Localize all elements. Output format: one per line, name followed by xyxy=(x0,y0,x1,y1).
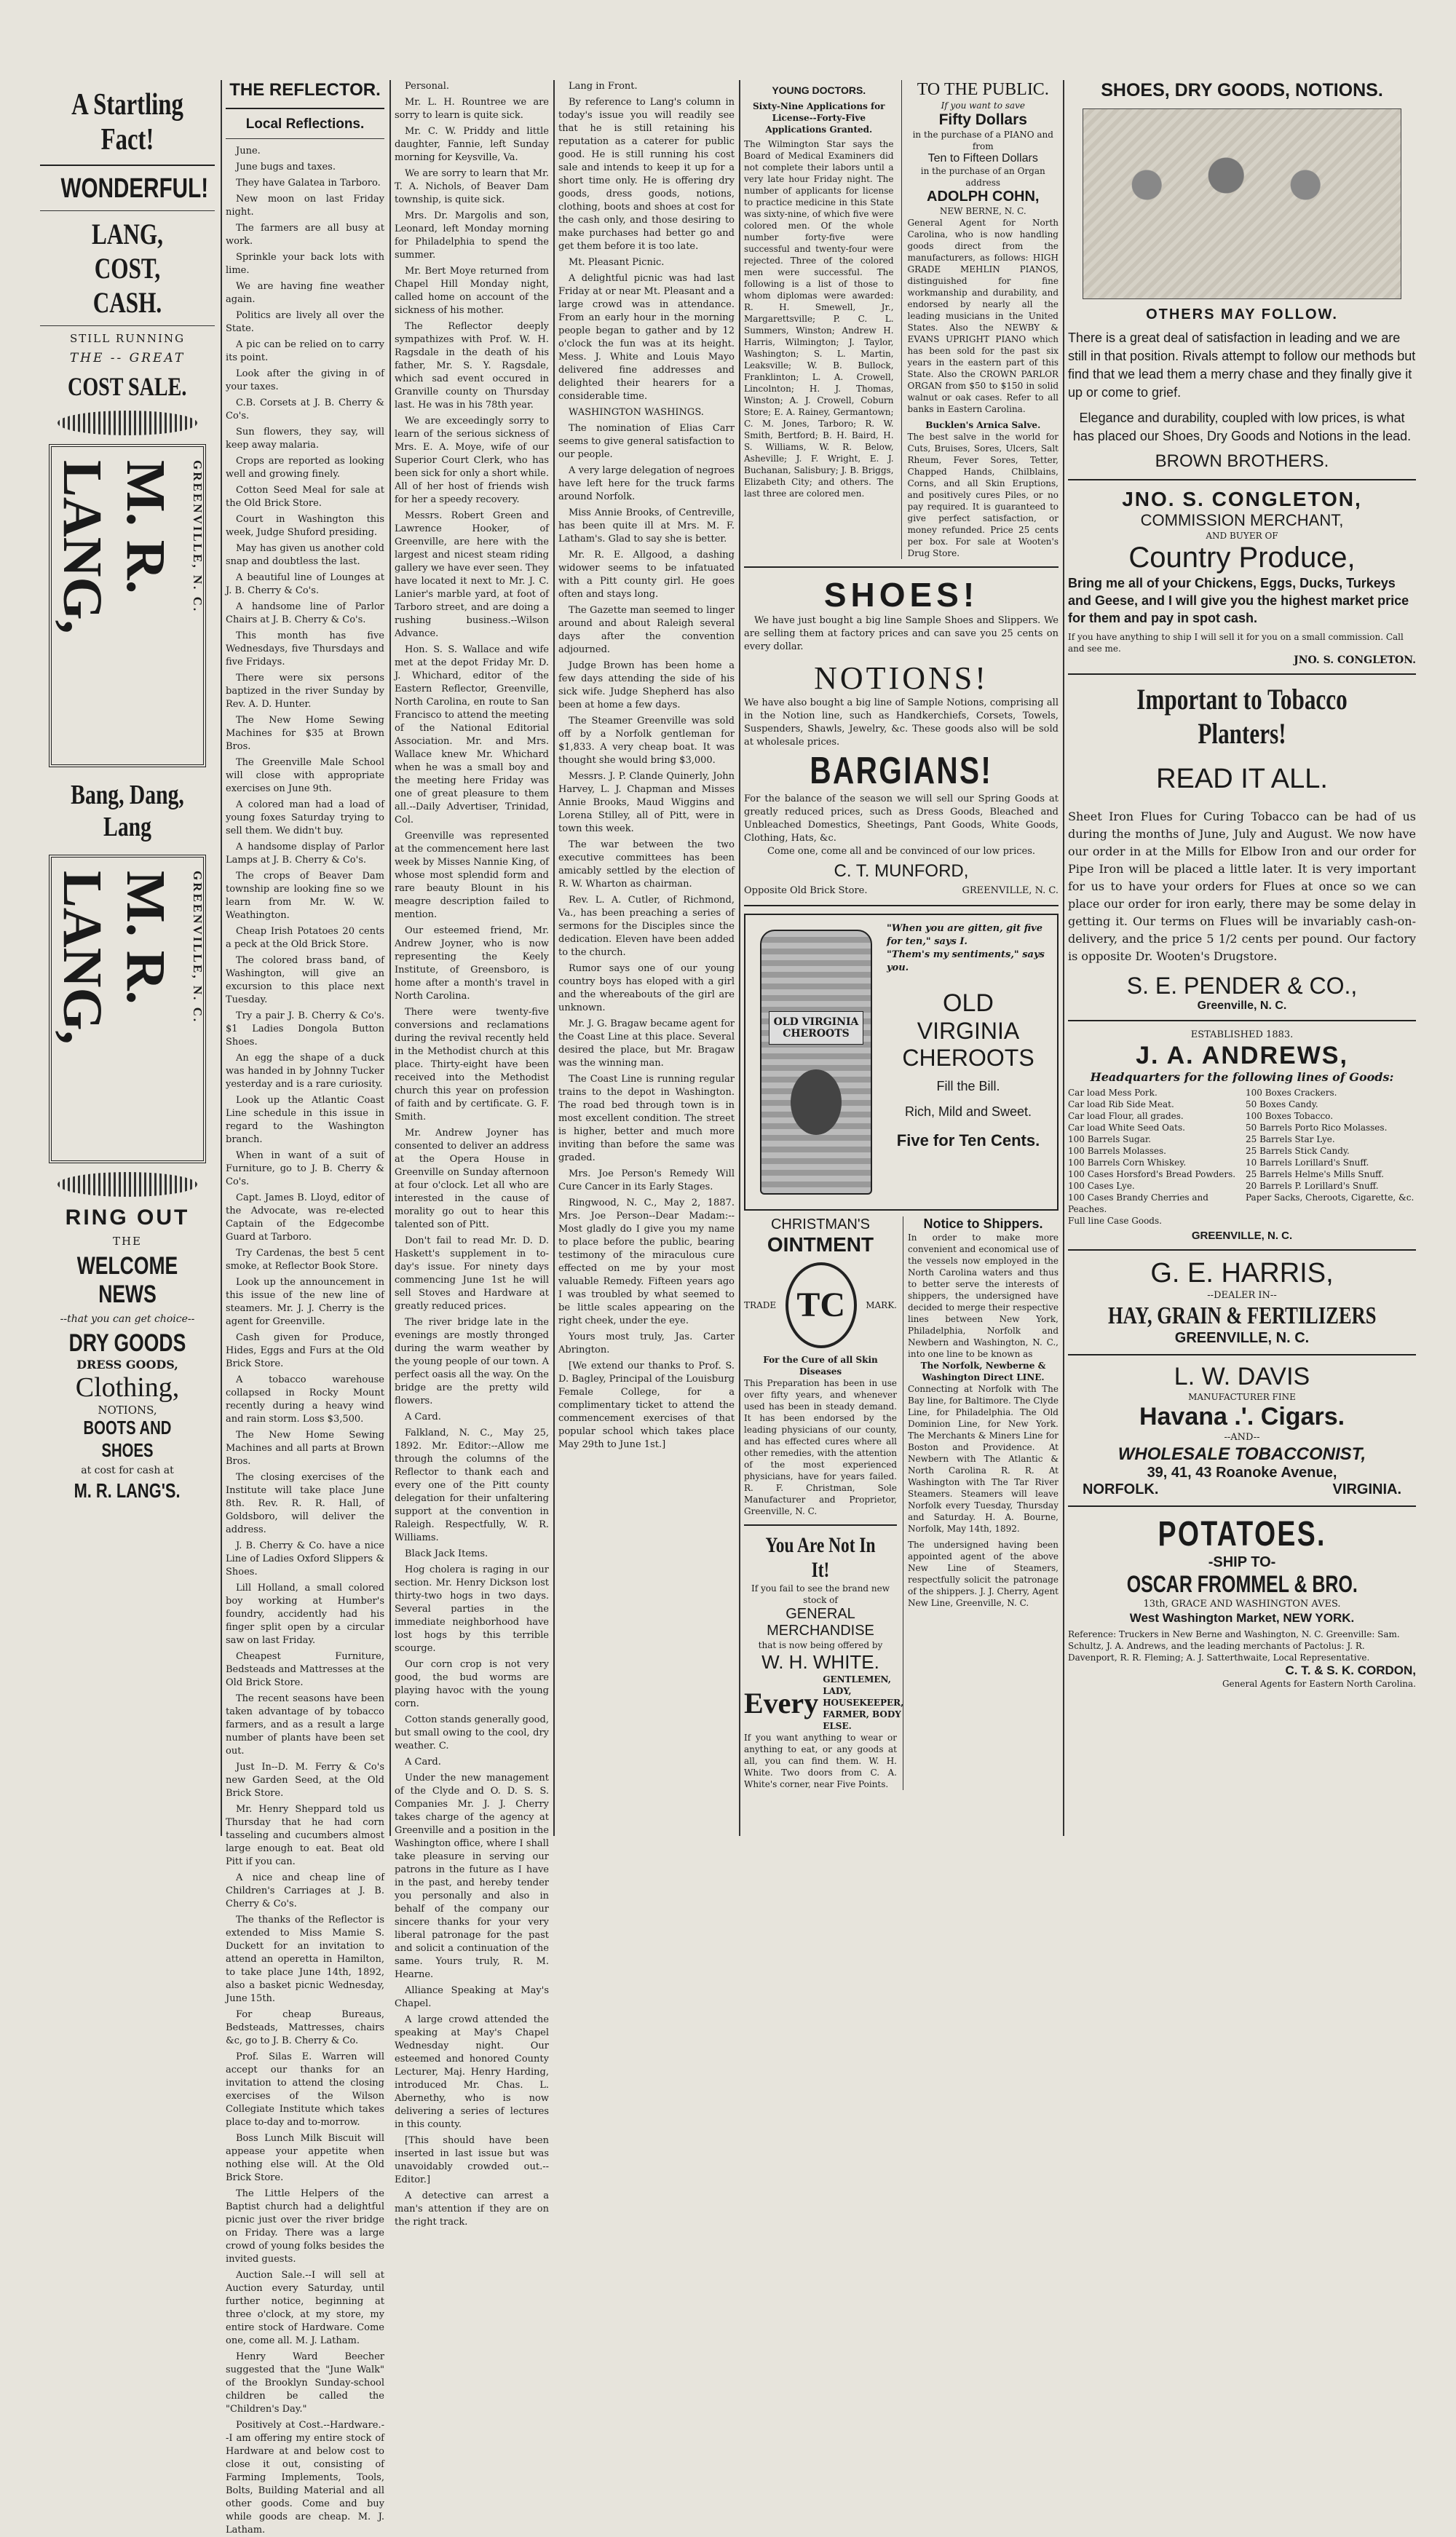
tobacco-headline: Important to Tobacco Planters! xyxy=(1136,683,1348,750)
article-paragraph: The Gazette man seemed to linger around and about Raleigh several days after the convention adjourned. xyxy=(558,605,735,655)
congleton-name: JNO. S. CONGLETON, xyxy=(1122,488,1362,510)
article-paragraph: The Coast Line is running regular trains to the depot in Washington. The road bed through town is in most excellent condition. The street is higher, better and much more inviting than before the same was graded. xyxy=(558,1074,735,1163)
young-doctors-article xyxy=(744,80,894,559)
shippers-notice xyxy=(903,1216,1059,1790)
article-paragraph: Alliance Speaking at May's Chapel. xyxy=(395,1985,549,2009)
white-ad xyxy=(744,1533,904,1790)
goods-list-item: 100 Barrels Molasses. xyxy=(1068,1146,1166,1156)
article-paragraph: Sprinkle your back lots with lime. xyxy=(226,252,384,276)
article-paragraph: An egg the shape of a duck was handed in by Johnny Tucker yesterday and is a rare curiosity. xyxy=(226,1053,384,1090)
dealer-in: --DEALER IN-- xyxy=(1207,1290,1277,1301)
article-paragraph: A colored man had a load of young foxes Saturday trying to sell them. We didn't buy. xyxy=(226,799,384,836)
line-body: Connecting at Norfolk with The Bay line, for Baltimore. The Clyde Line, for Philadelphia. The Old Dominion Line, for New York. The Merchants & Miners Line for Boston and Providence. At Newbern with The Atlantic & North Carolina R. R. At Washington with The Tar River Steamers. Steamers will leave Norfolk every Tuesday, Thursday and Saturday. H. A. Bourne, Norfolk, May 14th, 1892. xyxy=(908,1384,1059,1534)
article-paragraph: There were twenty-five conversions and reclamations during the revival recently held in the Methodist church at this place. Thirty-eight have been received into the Methodist church this year on profession of faith and by certificate. G. F. Smith. xyxy=(395,1007,549,1123)
ring-out-headline: RING OUT xyxy=(65,1206,190,1230)
the-great-text: THE -- GREAT xyxy=(69,351,186,365)
article-paragraph: Mr. Andrew Joyner has consented to deliver an address at the Opera House in Greenville on Sunday afternoon at four o'clock. Let all who are interested in the cause of morality go out to hear this talented son of Pitt. xyxy=(395,1128,549,1230)
hay-grain-headline: HAY, GRAIN & FERTILIZERS xyxy=(1107,1302,1377,1329)
startling-fact-headline: A Startling Fact! xyxy=(71,88,183,157)
article-paragraph: Mr. R. E. Allgood, a dashing widower seems to be infatuated with a Pitt county girl. He goes often and stays long. xyxy=(558,550,735,600)
article-paragraph: Cotton stands generally good, but small owing to the cool, dry weather. C. xyxy=(395,1714,549,1752)
article-paragraph: Our corn crop is not very good, the bud worms are playing havoc with the young corn. xyxy=(395,1659,549,1709)
come-one-text: Come one, come all and be convinced of our low prices. xyxy=(767,846,1036,857)
article-paragraph: This month has five Wednesdays, five Thursdays and five Fridays. xyxy=(226,630,384,668)
article-paragraph: Lill Holland, a small colored boy working at Humber's foundry, accidently had his finger split open by a circular saw on last Friday. xyxy=(226,1583,384,1646)
article-paragraph: Mr. C. W. Priddy and little daughter, Fannie, left Sunday morning for Keysville, Va. xyxy=(395,126,549,163)
article-paragraph: Lang in Front. xyxy=(569,81,638,92)
white-name: W. H. WHITE. xyxy=(761,1651,879,1673)
goods-list-item: Car load Rib Side Meat. xyxy=(1068,1099,1174,1109)
article-paragraph: Mrs. Dr. Margolis and son, Leonard, left Monday morning for Philadelphia to spend the summer. xyxy=(395,210,549,261)
line-name: The Norfolk, Newberne & Washington Direct LINE. xyxy=(920,1361,1046,1382)
established-text: ESTABLISHED 1883. xyxy=(1190,1029,1294,1040)
goods-list-item: 100 Cases Horsford's Bread Powders. xyxy=(1068,1169,1236,1179)
public-title: TO THE PUBLIC. xyxy=(917,80,1049,99)
eagle-ornament-icon xyxy=(58,1172,197,1197)
article-paragraph: Cheapest Furniture, Bedsteads and Mattresses at the Old Brick Store. xyxy=(226,1651,384,1688)
washington-items xyxy=(558,80,735,1452)
and-text: --AND-- xyxy=(1224,1432,1260,1443)
article-paragraph: They have Galatea in Tarboro. xyxy=(236,178,381,189)
ointment-body: This Preparation has been in use over fifty years, and whenever used has been in steady demand. It has been endorsed by the leading physicians of our county, and has effected cures where all other remedies, with the attention of the most experienced physicians, have for years failed. R. F. Christman, Sole Manufacturer and Proprietor, Greenville, N. C. xyxy=(744,1378,897,1516)
every-list: GENTLEMEN, LADY, HOUSEKEEPER, FARMER, BODY ELSE. xyxy=(823,1674,904,1731)
fill-bill-text: Fill the Bill. xyxy=(936,1079,1000,1093)
article-paragraph: Politics are lively all over the State. xyxy=(226,310,384,334)
goods-list-item: 100 Cases Brandy Cherries and Peaches. xyxy=(1068,1192,1208,1214)
goods-list-item: 10 Barrels Lorillard's Snuff. xyxy=(1246,1157,1369,1168)
goods-list-item: 100 Boxes Tobacco. xyxy=(1246,1111,1334,1121)
goods-list-item: 25 Barrels Stick Candy. xyxy=(1246,1146,1350,1156)
cost-sale-headline: COST SALE. xyxy=(68,372,187,401)
article-paragraph: Mr. Bert Moye returned from Chapel Hill Monday night, called home on account of the sickness of his mother. xyxy=(395,266,549,316)
headquarters-text: Headquarters for the following lines of Goods: xyxy=(1090,1070,1394,1084)
article-paragraph: We are having fine weather again. xyxy=(226,281,384,305)
article-paragraph: Hon. S. S. Wallace and wife met at the depot Friday Mr. D. J. Whichard, editor of the Eastern Reflector, Greenville, North Carolina, en route to San Francisco to attend the meeting of the National Editorial Association. Mr. and Mrs. Wallace knew Mr. Whichard when he was a small boy and the meeting here Friday was one of great pleasure to them all.--Daily Advertiser, Trinidad, Col. xyxy=(395,644,549,826)
article-paragraph: A nice and cheap line of Children's Carriages at J. B. Cherry & Co's. xyxy=(226,1872,384,1909)
ship-to: -SHIP TO- xyxy=(1208,1554,1276,1570)
roanoke-text: 39, 41, 43 Roanoke Avenue, xyxy=(1147,1465,1337,1481)
brown-brothers: BROWN BROTHERS. xyxy=(1155,451,1329,471)
goods-list-item: 100 Boxes Crackers. xyxy=(1246,1088,1337,1098)
article-paragraph: Messrs. Robert Green and Lawrence Hooker, of Greenville, are here with the largest and nicest steam riding gallery we have ever seen. They have located it next to Mr. J. C. Lanier's marble yard, at foot of Tarboro street, and are doing a rushing business.--Wilson Advance. xyxy=(395,510,549,639)
notions-headline: NOTIONS! xyxy=(814,660,989,696)
to-the-public-ad xyxy=(901,80,1059,559)
article-paragraph: Our esteemed friend, Mr. Andrew Joyner, who is now representing the Keely Institute, of Greensboro, is home after a month's travel in North Carolina. xyxy=(395,925,549,1002)
shipping-text: If you have anything to ship I will sell it for you on a small commission. Call and see me. xyxy=(1068,632,1404,654)
article-paragraph: The thanks of the Reflector is extended to Miss Mamie S. Duckett for an invitation to attend an operetta in Hamilton, to take place June 14th, 1892, also a basket picnic Wednesday, June 15th. xyxy=(226,1915,384,2004)
notions-text: NOTIONS, xyxy=(98,1404,157,1417)
lang-cost-cash-headline: LANG, COST, CASH. xyxy=(92,218,163,319)
general-merchandise: GENERAL MERCHANDISE xyxy=(767,1606,874,1639)
article-paragraph: May has given us another cold snap and doubtless the last. xyxy=(226,543,384,567)
cheroot-quote-2: "Them's my sentiments," says you. xyxy=(887,949,1045,973)
goods-list-item: 50 Boxes Candy. xyxy=(1246,1099,1318,1109)
article-paragraph: Mrs. Joe Person's Remedy Will Cure Cancer in its Early Stages. xyxy=(558,1168,735,1192)
article-paragraph: Yours most truly, Jas. Carter Abrington. xyxy=(558,1331,735,1355)
article-paragraph: Falkland, N. C., May 25, 1892. Mr. Editor:--Allow me through the columns of the Reflector to thank each and every one of the Pitt county delegation for their unfaltering support at the convention in Raleigh. Respectfully, W. R. Williams. xyxy=(395,1428,549,1543)
commission-text: COMMISSION MERCHANT, xyxy=(1140,511,1344,529)
harris-town: GREENVILLE, N. C. xyxy=(1174,1330,1310,1346)
article-paragraph: Personal. xyxy=(405,81,449,92)
cheroots-ad xyxy=(744,914,1059,1211)
article-paragraph: New moon on last Friday night. xyxy=(226,194,384,218)
article-paragraph: Positively at Cost.--Hardware.--I am offering my entire stock of Hardware at and below cost to close it out, consisting of Farming Implements, Tools, Bolts, Building Material and all other goods. Come and buy while goods are cheap. M. J. Latham. xyxy=(226,2420,384,2536)
article-paragraph: Under the new management of the Clyde and O. D. S. S. Companies Mr. J. J. Cherry takes charge of the agency at Greenville and a position in the Washington office, where I shall take pleasure in serving our patrons in the future as I have in the past, and hereby tender you personally and also in behalf of the company our sincere thanks for your very liberal patronage for the past and solicit a continuation of the same. Yours truly, R. M. Hearne. xyxy=(395,1773,549,1980)
article-paragraph: A detective can arrest a man's attention if they are on the right track. xyxy=(395,2190,549,2228)
shoes-headline: SHOES! xyxy=(823,576,979,614)
goods-list-item: 20 Barrels P. Lorillard's Snuff. xyxy=(1246,1181,1379,1191)
article-paragraph: The farmers are all busy at work. xyxy=(226,223,384,247)
washington-column xyxy=(558,80,735,1836)
munford-ad xyxy=(744,575,1059,898)
congleton-sig: JNO. S. CONGLETON. xyxy=(1294,654,1416,666)
rich-mild-text: Rich, Mild and Sweet. xyxy=(904,1104,1032,1119)
frommel-name: OSCAR FROMMEL & BRO. xyxy=(1126,1571,1358,1597)
cheroot-pack-icon xyxy=(760,930,872,1195)
article-paragraph: Judge Brown has been home a few days attending the side of his sick wife. Judge Shepherd has also been at home a few days. xyxy=(558,660,735,711)
article-paragraph: Ringwood, N. C., May 2, 1887. Mrs. Joe Person--Dear Madam:--Most gladly do I give you my name to place before the public, bearing testimony of the miraculous cure effected on me by your most valuable Remedy. Fifteen years ago I was troubled by what seemed to be little scales appearing on the right cheek, under the eye. xyxy=(558,1198,735,1326)
clothing-headline: Clothing, xyxy=(75,1372,180,1403)
article-paragraph: Prof. Silas E. Warren will accept our thanks for an invitation to attend the closing exercises of the Wilson Collegiate Institute which takes place to-day and to-morrow. xyxy=(226,2051,384,2128)
lang-frame-ad xyxy=(49,444,206,767)
goods-list-item: Car load Mess Pork. xyxy=(1068,1088,1158,1098)
article-paragraph: A Card. xyxy=(405,1757,441,1768)
boots-shoes-headline: BOOTS AND SHOES xyxy=(83,1417,172,1461)
shippers-title: Notice to Shippers. xyxy=(923,1216,1043,1231)
article-paragraph: The Reflector deeply sympathizes with Prof. W. H. Ragsdale in the death of his father, Mr. S. Y. Ragsdale, which sad event occured in Granville county on Thursday last. He was in his 78th year. xyxy=(395,321,549,411)
christmans-text: CHRISTMAN'S xyxy=(770,1216,871,1232)
norfolk-text: NORFOLK. xyxy=(1083,1481,1159,1497)
lang-frame-name: M. R. LANG, xyxy=(52,460,176,634)
bargains-headline: BARGIANS! xyxy=(810,750,993,792)
article-paragraph: Rumor says one of our young country boys has eloped with a girl and the whereabouts of the girl are unknown. xyxy=(558,963,735,1013)
article-paragraph: A pic can be relied on to carry its point. xyxy=(226,339,384,363)
article-paragraph: The New Home Sewing Machines and all parts at Brown Bros. xyxy=(226,1430,384,1467)
goods-list-item: Paper Sacks, Cheroots, Cigarette, &c. xyxy=(1246,1192,1415,1203)
notions-body: We have also bought a big line of Sample Notions, comprising all in the Notion line, such as Handkerchiefs, Corsets, Towels, Suspenders, Shawls, Jewelry, &c. These goods also will be sold at wholesale prices. xyxy=(744,697,1059,748)
article-paragraph: For cheap Bureaus, Bedsteads, Mattresses, chairs &c, go to J. B. Cherry & Co. xyxy=(226,2009,384,2046)
cheroot-quote-1: "When you are gitten, git five for ten," says I. xyxy=(887,923,1042,947)
article-paragraph: Cotton Seed Meal for sale at the Old Brick Store. xyxy=(226,485,384,509)
article-paragraph: The recent seasons have been taken advantage of by tobacco farmers, and as a result a large number of plants have been set out. xyxy=(226,1693,384,1757)
every-text: Every xyxy=(744,1686,819,1719)
for-cure-text: For the Cure of all Skin Diseases xyxy=(763,1355,878,1377)
local-items xyxy=(226,145,384,2537)
article-paragraph: The river bridge late in the evenings are mostly thronged during the warm weather by the young people of our town. A perfect oasis all the way. On the bridge are the pretty wild flowers. xyxy=(395,1317,549,1406)
arnica-body: The best salve in the world for Cuts, Bruises, Sores, Ulcers, Salt Rheum, Fever Sores, Tetter, Chapped Hands, Chilblains, Corns, and all Skin Eruptions, and positively cures Piles, or no pay required. It is guaranteed to give perfect satisfaction, or money refunded. Price 25 cents per box. For sale at Wooten's Drug Store. xyxy=(907,432,1059,558)
article-paragraph: Look after the giving in of your taxes. xyxy=(226,368,384,392)
article-paragraph: Don't fail to read Mr. D. D. Haskett's supplement in to-day's issue. For ninety days commencing June 1st he will sell Stoves and Hardware at greatly reduced prices. xyxy=(395,1235,549,1312)
frommel-ad xyxy=(1068,1514,1416,1690)
article-paragraph: Messrs. J. P. Clande Quinerly, John Harvey, L. J. Chapman and Misses Annie Brooks, Maud Wiggins and Lorena Stilley, all of Pitt, were in town this week. xyxy=(558,771,735,834)
langs-headline: M. R. LANG'S. xyxy=(74,1479,181,1502)
article-paragraph: The Greenville Male School will close with appropriate exercises on June 9th. xyxy=(226,757,384,794)
mark-text: MARK. xyxy=(866,1300,897,1310)
christman-ointment-ad xyxy=(744,1216,897,1517)
article-paragraph: Henry Ward Beecher suggested that the "June Walk" of the Brooklyn Sunday-school children be called the "Children's Day." xyxy=(226,2351,384,2415)
article-paragraph: [We extend our thanks to Prof. S. D. Bagley, Principal of the Louisburg Female College, for a complimentary ticket to attend the commencement exercises of that popular school which takes place May 29th to June 1st.] xyxy=(558,1361,735,1450)
article-paragraph: June. xyxy=(236,146,261,157)
article-paragraph: The nomination of Elias Carr seems to give general satisfaction to our people. xyxy=(558,423,735,460)
article-paragraph: [This should have been inserted in last issue but was unavoidably crowded out.--Editor.] xyxy=(395,2135,549,2185)
article-paragraph: A beautiful line of Lounges at J. B. Cherry & Co's. xyxy=(226,572,384,596)
portrait-icon xyxy=(791,1069,842,1135)
ads-column-right xyxy=(1068,80,1416,1836)
goods-list-item: 50 Barrels Porto Rico Molasses. xyxy=(1246,1123,1388,1133)
dress-goods-text: DRESS GOODS, xyxy=(76,1358,178,1372)
read-it-all: READ IT ALL. xyxy=(1156,764,1328,794)
elegance-text: Elegance and durability, coupled with low prices, is what has placed our Shoes, Dry Goods and Notions in the lead. xyxy=(1072,411,1412,443)
article-paragraph: Mr. Henry Sheppard told us Thursday that he had corn tasseling and cucumbers almost large enough to eat. Beat old Pitt if you can. xyxy=(226,1804,384,1867)
andrews-name: J. A. ANDREWS, xyxy=(1136,1042,1348,1069)
article-paragraph: Try a pair J. B. Cherry & Co's. $1 Ladies Dongola Button Shoes. xyxy=(226,1010,384,1048)
at-cost-text: at cost for cash at xyxy=(81,1465,174,1476)
personal-items xyxy=(395,80,549,2229)
trademark-icon: TC xyxy=(786,1262,857,1348)
article-paragraph: Crops are reported as looking well and growing finely. xyxy=(226,456,384,480)
article-paragraph: Mr. L. H. Rountree we are sorry to learn is quite sick. xyxy=(395,97,549,121)
goods-list-item: Car load Flour, all grades. xyxy=(1068,1111,1184,1121)
article-paragraph: Cash given for Produce, Hides, Eggs and Furs at the Old Brick Store. xyxy=(226,1332,384,1369)
bring-text: Bring me all of your Chickens, Eggs, Ducks, Turkeys and Geese, and I will give you the highest market price for them and pay in spot cash. xyxy=(1068,576,1409,625)
shoes-body: We have just bought a big line Sample Shoes and Slippers. We are selling them at factory prices and can save you 25 cents on every dollar. xyxy=(744,615,1059,652)
article-paragraph: The Little Helpers of the Baptist church had a delightful picnic just over the river bridge on Friday. There was a large crowd of young folks besides the invited guests. xyxy=(226,2188,384,2265)
fifty-dollars: Fifty Dollars xyxy=(938,111,1027,128)
andrews-town: GREENVILLE, N. C. xyxy=(1191,1230,1293,1242)
purchase-piano: in the purchase of a PIANO and from xyxy=(912,130,1053,151)
ointment-text: OINTMENT xyxy=(767,1233,874,1256)
dry-goods-headline: DRY GOODS xyxy=(68,1329,186,1357)
article-paragraph: A delightful picnic was had last Friday at or near Mt. Pleasant and a large crowd was in attendance. From an early hour in the morning people began to gather and by 12 o'clock the fun was at its height. Mess. J. White and Louis Mayo delivered fine addresses and delighted their hearers for a considerable time. xyxy=(558,273,735,402)
reference-text: Reference: Truckers in New Berne and Washington, N. C. Greenville: Sam. Schultz, J. A. Andrews, and the leading merchants of Pactolus: J. R. Davenport, R. R. Fleming; A. J. Satterthwaite, Local Representative. xyxy=(1068,1629,1400,1663)
cordon-sub: General Agents for Eastern North Carolina. xyxy=(1222,1679,1416,1689)
andrews-ad xyxy=(1068,1029,1416,1242)
article-paragraph: The Steamer Greenville was sold off by a Norfolk gentleman for $1,833. A very cheap boat. It was thought she would bring $3,000. xyxy=(558,716,735,766)
not-in-it-headline: You Are Not In It! xyxy=(765,1533,876,1582)
harris-name: G. E. HARRIS, xyxy=(1150,1258,1334,1289)
article-paragraph: We are sorry to learn that Mr. T. A. Nichols, of Beaver Dam township, is quite sick. xyxy=(395,168,549,205)
article-paragraph: When in want of a suit of Furniture, go to J. B. Cherry & Co's. xyxy=(226,1150,384,1187)
article-paragraph: There were six persons baptized in the river Sunday by Rev. A. D. Hunter. xyxy=(226,673,384,710)
bang-dang-lang-headline: Bang, Dang, Lang xyxy=(71,780,184,842)
goods-list-item: 25 Barrels Helme's Mills Snuff. xyxy=(1246,1169,1384,1179)
article-paragraph: Boss Lunch Milk Biscuit will appease your appetite when nothing else will. At the Old Brick Store. xyxy=(226,2133,384,2183)
lang-ad-column xyxy=(40,80,215,1836)
agent-note: The undersigned having been appointed agent of the above New Line of Steamers, respectfully solicit the patronage of the shippers. J. J. Cherry, Agent New Line, Greenville, N. C. xyxy=(908,1540,1059,1608)
article-paragraph: The closing exercises of the Institute will take place June 8th. Rev. R. R. Hall, of Goldsboro, will deliver the address. xyxy=(226,1472,384,1535)
harris-ad xyxy=(1068,1258,1416,1347)
article-paragraph: We are exceedingly sorry to learn of the serious sickness of Mrs. E. A. Moye, wife of our Superior Court Clerk, who has been sick for only a short while. All of her host of friends wish for her a speedy recovery. xyxy=(395,416,549,505)
article-paragraph: A handsome line of Parlor Chairs at J. B. Cherry & Co's. xyxy=(226,601,384,625)
congleton-ad xyxy=(1068,488,1416,666)
white-body: If you want anything to wear or anything to eat, or any goods at all, you can find them. W. H. White. Two doors from C. A. White's corner, near Five Points. xyxy=(744,1733,897,1789)
virginia-text: VIRGINIA. xyxy=(1332,1481,1401,1497)
article-paragraph: Capt. James B. Lloyd, editor of the Advocate, was re-elected Captain of the Edgecombe Guard at Tarboro. xyxy=(226,1192,384,1243)
arnica-title: Bucklen's Arnica Salve. xyxy=(925,420,1041,430)
eagle-ornament-icon xyxy=(58,411,197,435)
purchase-organ: in the purchase of an Organ address xyxy=(920,166,1045,188)
wonderful-headline: WONDERFUL! xyxy=(60,173,209,204)
cheroot-pack-label: OLD VIRGINIA CHEROOTS xyxy=(769,1011,863,1045)
bargains-body: For the balance of the season we will sell our Spring Goods at greatly reduced prices, such as Dress Goods, Bleached and Unbleached Domestics, Sheetings, Pant Goods, White Goods, Clothing, Hats, &c. xyxy=(744,793,1059,844)
masthead: THE REFLECTOR. xyxy=(229,80,381,100)
article-paragraph: A handsome display of Parlor Lamps at J. B. Cherry & Co's. xyxy=(226,842,384,866)
article-paragraph: WASHINGTON WASHINGS. xyxy=(569,407,704,418)
column-rule xyxy=(739,80,740,1836)
column-rule xyxy=(1063,80,1064,1836)
article-paragraph: Rev. L. A. Cutler, of Richmond, Va., has been preaching a series of sermons for the Disciples since the dedication. Eleven have been added to the church. xyxy=(558,895,735,958)
cordon-name: C. T. & S. K. CORDON, xyxy=(1285,1663,1416,1677)
grace-text: 13th, GRACE AND WASHINGTON AVES. xyxy=(1143,1599,1341,1610)
goods-list-item: 100 Barrels Sugar. xyxy=(1068,1134,1152,1144)
shippers-body: In order to make more convenient and economical use of the vessels now employed in the North Carolina waters and thus to better serve the interests of shippers, the undersigned have decided to merge their respective lines between New York, Philadelphia, Norfolk and Newbern and Washington, N. C., into one line to be known as xyxy=(908,1232,1059,1359)
lang-frame-ad xyxy=(49,855,206,1163)
goods-list-item: 25 Barrels Star Lye. xyxy=(1246,1134,1335,1144)
goods-list-item: 100 Barrels Corn Whiskey. xyxy=(1068,1157,1187,1168)
old-text: OLD xyxy=(943,989,994,1017)
young-doctors-title: YOUNG DOCTORS. xyxy=(772,84,866,96)
article-paragraph: Try Cardenas, the best 5 cent smoke, at Reflector Book Store. xyxy=(226,1248,384,1272)
article-paragraph: Miss Annie Brooks, of Centreville, has been quite ill at Mrs. M. F. Latham's. Glad to say she is better. xyxy=(558,507,735,545)
article-paragraph: Look up the announcement in this issue of the new line of steamers. Mr. J. J. Cherry is the agent for Greenville. xyxy=(226,1277,384,1327)
crowd-illustration-icon xyxy=(1083,108,1401,299)
article-paragraph: J. B. Cherry & Co. have a nice Line of Ladies Oxford Slippers & Shoes. xyxy=(226,1540,384,1578)
fail-to-see: If you fail to see the brand new stock of xyxy=(751,1583,890,1605)
goods-list-item: Car load White Seed Oats. xyxy=(1068,1123,1185,1133)
satisfaction-text: There is a great deal of satisfaction in leading and we are still in that position. Rivals attempt to follow our methods but find that we lead them a merry chase and they finally give it up or come to grief. xyxy=(1068,331,1416,400)
davis-name: L. W. DAVIS xyxy=(1174,1363,1310,1390)
ten-fifteen: Ten to Fifteen Dollars xyxy=(927,152,1038,165)
article-paragraph: By reference to Lang's column in today's issue you will readily see that he is still retaining his reputation as a caterer for public good. He is still running his cost sale and intends to keep it up for a short time only. He is offering dry goods, dress goods, notions, clothing, boots and shoes at cost for the cash only, and those desiring to make purchases had better go and get them before it is too late. xyxy=(558,97,735,252)
column-rule xyxy=(389,80,391,1836)
article-paragraph: A Card. xyxy=(405,1412,441,1422)
article-paragraph: Sun flowers, they say, will keep away malaria. xyxy=(226,427,384,451)
article-paragraph: The New Home Sewing Machines for $35 at Brown Bros. xyxy=(226,715,384,752)
article-paragraph: June bugs and taxes. xyxy=(236,162,336,173)
column-rule xyxy=(221,80,222,1836)
new-berne: NEW BERNE, N. C. xyxy=(939,206,1026,216)
pender-town: Greenville, N. C. xyxy=(1197,1000,1287,1012)
trade-text: TRADE xyxy=(744,1300,777,1310)
davis-ad xyxy=(1068,1363,1416,1498)
country-produce: Country Produce, xyxy=(1128,542,1356,574)
munford-town: GREENVILLE, N. C. xyxy=(962,885,1059,896)
wholesale-text: WHOLESALE TOBACCONIST, xyxy=(1117,1444,1366,1464)
pender-name: S. E. PENDER & CO., xyxy=(1126,973,1358,999)
still-running-text: STILL RUNNING xyxy=(69,332,186,345)
article-paragraph: The colored brass band, of Washington, will give an excursion to this place next Tuesday. xyxy=(226,955,384,1005)
article-paragraph: The crops of Beaver Dam township are looking fine so we learn from Mr. W. W. Weathington. xyxy=(226,871,384,921)
welcome-news-headline: WELCOME NEWS xyxy=(76,1252,178,1308)
article-paragraph: A tobacco warehouse collapsed in Rocky Mount recently during a heavy wind and rain storm. Loss $3,500. xyxy=(226,1374,384,1425)
goods-list-item: Full line Case Goods. xyxy=(1068,1216,1162,1226)
public-if: If you want to save xyxy=(941,100,1025,111)
andrews-list-right xyxy=(1246,1087,1416,1227)
havana-cigars: Havana .'. Cigars. xyxy=(1139,1403,1345,1430)
flues-text: Sheet Iron Flues for Curing Tobacco can be had of us during the months of June, July and August. We now have our order in at the Mills for Elbow Iron and our order for Pipe Iron will be placed a little later. It is very important for us to have your orders for Flues at once so we can place our order for iron early, there may be some delay in getting it. Our terms on Flues will be invariably cash-on-delivery, and the price 5 1/2 cents per pound. Our factory is opposite Dr. Wooten's Drugstore. xyxy=(1068,810,1416,963)
lang-frame-town: GREENVILLE, N. C. xyxy=(191,460,205,614)
young-doctors-subtitle: Sixty-Nine Applications for License--Forty-Five Applications Granted. xyxy=(753,101,885,135)
west-market: West Washington Market, NEW YORK. xyxy=(1129,1611,1355,1625)
that-you-can-text: --that you can get choice-- xyxy=(60,1313,195,1325)
shoes-dry-goods-title: SHOES, DRY GOODS, NOTIONS. xyxy=(1101,80,1383,100)
others-may-follow: OTHERS MAY FOLLOW. xyxy=(1146,306,1338,322)
cheroots-text: CHEROOTS xyxy=(902,1045,1034,1071)
potatoes-headline: POTATOES. xyxy=(1158,1515,1326,1554)
andrews-list-left xyxy=(1068,1087,1238,1227)
five-for-ten-text: Five for Ten Cents. xyxy=(896,1131,1040,1149)
young-doctors-body: The Wilmington Star says the Board of Medical Examiners did not complete their labors until a very late hour Friday night. The number of applicants for license to practice medicine in this State was sixty-nine, of which five were colored men. Of the whole number forty-five were successful and twenty-four were rejected. Three of the colored men were successful. The following is a list of those to whom diplomas were awarded: R. H. Smewell, Jr., Margarettsville; P. C. L. Summers, Winston; Andrew H. Harris, Wilmington; J. Taylor, Washington; S. L. Martin, Leaksville; W. B. Bullock, Franklinton; L. A. Crowell, Lincolnton; H. J. Thomas, Winston; A. J. Crowell, Coburn Store; E. A. Rainey, Germantown; C. M. Jones, Tarboro; R. W. Smith, Bertford; B. H. Baird, H. S. Williams, W. R. Below, Asheville; J. F. Wright, E. J. Buchanan, Salisbury; J. B. Briggs, Elizabeth City; and others. The last three are colored men. xyxy=(744,139,894,499)
ads-column-center xyxy=(744,80,1059,1836)
article-paragraph: Black Jack Items. xyxy=(405,1548,488,1559)
adolph-body: General Agent for North Carolina, who is now handling goods direct from the manufacturers, as follows: HIGH GRADE MEHLIN PIANOS, distinguished for fine workmanship and durability, and endorsed by nearly all the leading musicians in the United States. Also the NEWBY & EVANS UPRIGHT PIANO which has been sold for the past six years in the eastern part of this State. Also the CROWN PARLOR ORGAN from $50 to $150 in solid walnut or oak cases. Refer to all banks in Eastern Carolina. xyxy=(907,218,1059,414)
article-paragraph: Just In--D. M. Ferry & Co's new Garden Seed, at the Old Brick Store. xyxy=(226,1762,384,1799)
adolph-cohn: ADOLPH COHN, xyxy=(927,189,1040,205)
opposite-text: Opposite Old Brick Store. xyxy=(744,885,868,896)
article-paragraph: The war between the two executive committees has been amicably settled by the election of R. W. Wharton as chairman. xyxy=(558,839,735,890)
goods-list-item: 100 Cases Lye. xyxy=(1068,1181,1135,1191)
column-rule xyxy=(553,80,555,1836)
article-paragraph: Greenville was represented at the commencement here last week by Misses Nannie King, of whose most splendid form and rare beauty Blount in his meagre description failed to mention. xyxy=(395,831,549,920)
offering-text: that is now being offered by xyxy=(758,1640,883,1650)
article-paragraph: A very large delegation of negroes have left here for the truck farms around Norfolk. xyxy=(558,465,735,502)
manufacturer-text: MANUFACTURER FINE xyxy=(1188,1392,1296,1402)
article-paragraph: Auction Sale.--I will sell at Auction every Saturday, until further notice, beginning at three o'clock, at my store, my entire stock of Hardware. Come one, come all. M. J. Latham. xyxy=(226,2270,384,2346)
article-paragraph: C.B. Corsets at J. B. Cherry & Co's. xyxy=(226,397,384,421)
article-paragraph: Court in Washington this week, Judge Shuford presiding. xyxy=(226,514,384,538)
local-reflections-column xyxy=(226,80,384,2536)
lang-frame-town: GREENVILLE, N. C. xyxy=(191,871,205,1024)
personal-column xyxy=(395,80,549,2228)
lang-frame-name: M. R. LANG, xyxy=(52,871,176,1045)
the-text: THE xyxy=(112,1235,143,1248)
buyer-text: AND BUYER OF xyxy=(1206,531,1278,541)
virginia-text: VIRGINIA xyxy=(917,1018,1020,1044)
section-title: Local Reflections. xyxy=(245,116,365,132)
article-paragraph: Hog cholera is raging in our section. Mr. Henry Dickson lost thirty-two hogs in two days. Several parties in the immediate neighborhood have lost hogs by this terrible scourge. xyxy=(395,1564,549,1654)
article-paragraph: Mr. J. G. Bragaw became agent for the Coast Line at this place. Several desired the place, but Mr. Bragaw was the winning man. xyxy=(558,1018,735,1069)
article-paragraph: A large crowd attended the speaking at May's Chapel Wednesday night. Our esteemed and honored County Lecturer, Maj. Henry Harding, introduced Mr. Chas. L. Abernethy, who is now delivering a series of lectures in this county. xyxy=(395,2014,549,2130)
article-paragraph: Cheap Irish Potatoes 20 cents a peck at the Old Brick Store. xyxy=(226,926,384,950)
article-paragraph: Look up the Atlantic Coast Line schedule in this issue in regard to the Washington branch. xyxy=(226,1095,384,1145)
article-paragraph: Mt. Pleasant Picnic. xyxy=(569,257,665,268)
pender-ad xyxy=(1068,682,1416,1013)
munford-name: C. T. MUNFORD, xyxy=(834,861,969,881)
